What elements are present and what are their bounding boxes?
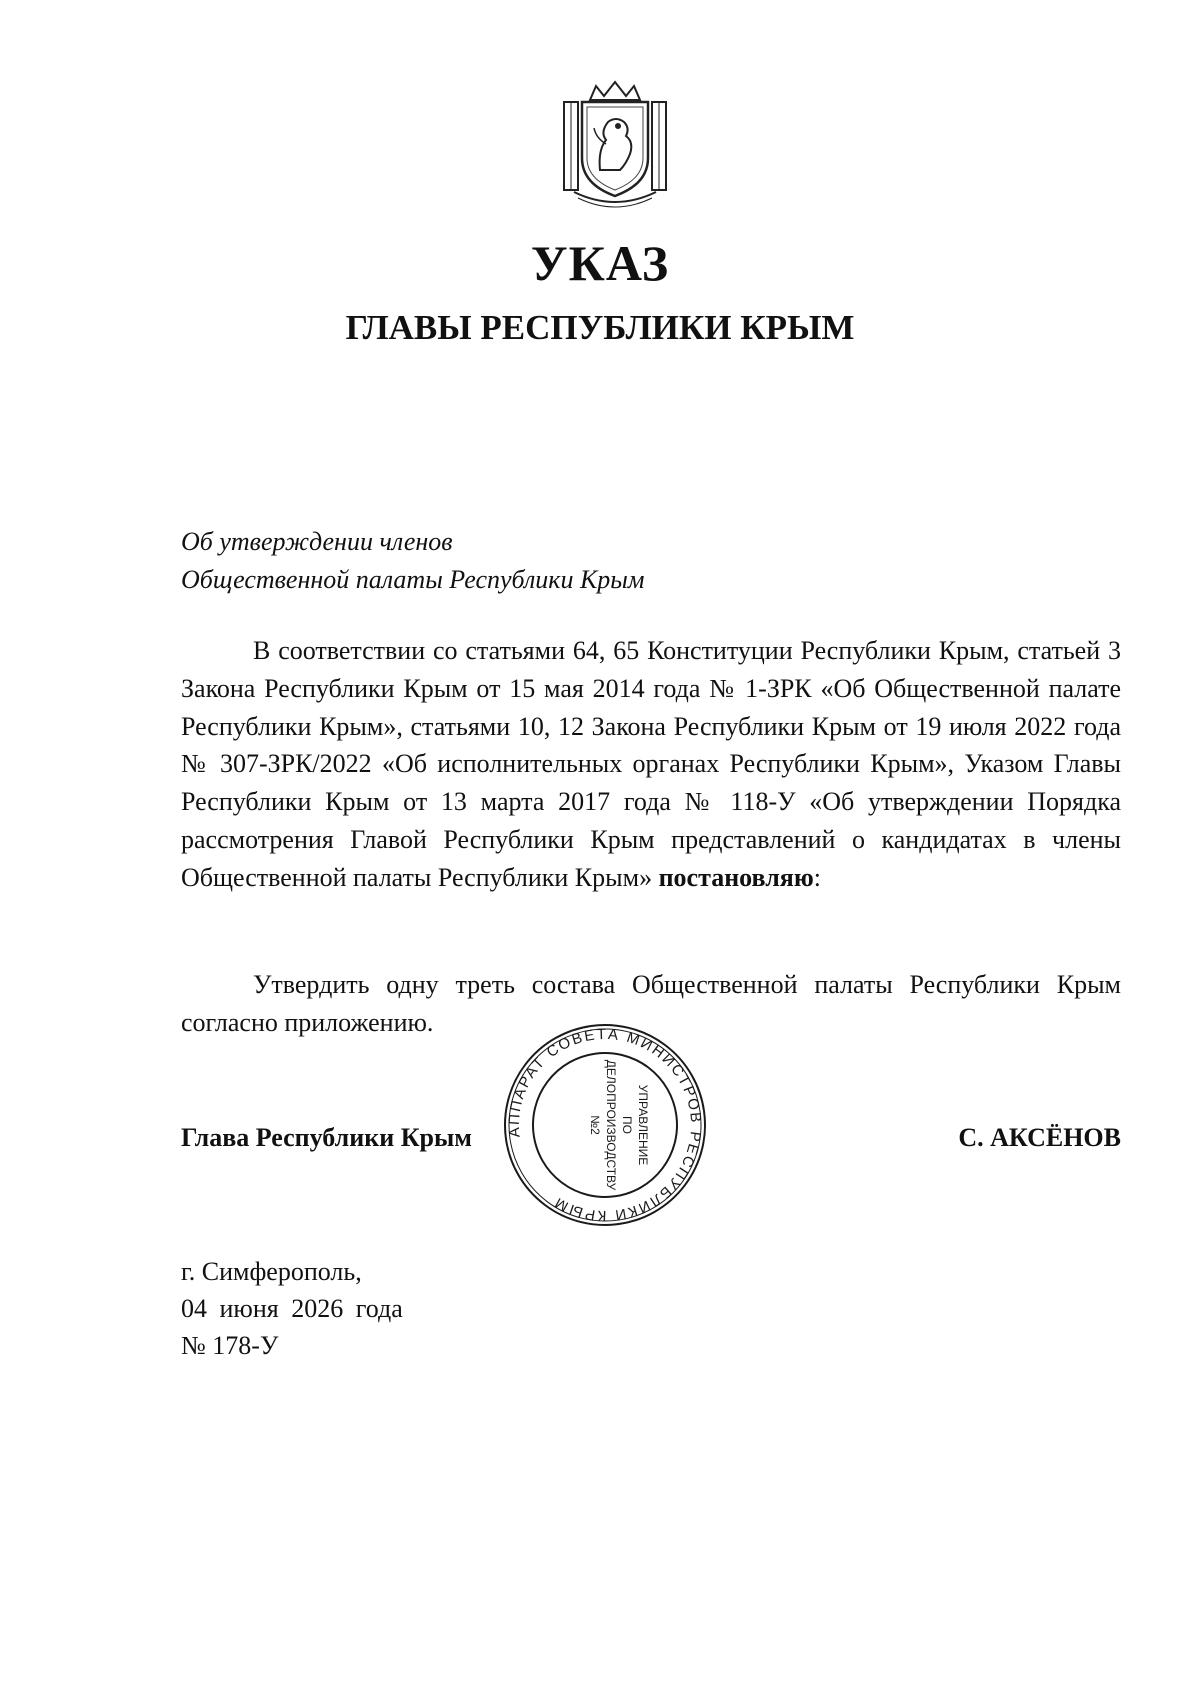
decree-clause: Утвердить одну треть состава Общественной палаты Республики Крым согласно приложению. [181, 970, 1121, 1037]
decree-date: 04 июня 2026 года [181, 1294, 403, 1323]
stamp-inner-line-3: ДЕЛОПРОИЗВОДСТВУ [604, 1059, 618, 1191]
preamble-text: В соответствии со статьями 64, 65 Конституции Республики Крым, статьей 3 Закона Республики Крым от 15 мая 2014 года № 1-ЗРК «Об Общественной палате Республики Крым», статьями 10, 12 Закона Республики Крым от 19 июля 2022 года № 307-ЗРК/2022 «Об исполнительных органах Республики Крым», Указом Главы Республики Крым от 13 марта 2017 года № 118-У «Об утверждении Порядка рассмотрения Главой Республики Крым представлений о кандидатах в члены Общественной палаты Республики Крым» [181, 636, 1121, 892]
office-stamp [500, 1020, 710, 1230]
preamble-end: : [813, 862, 821, 892]
preamble-paragraph [181, 632, 1121, 897]
place-and-date [181, 1253, 403, 1364]
decree-subject [181, 523, 644, 599]
subject-line-2: Общественной палаты Республики Крым [181, 565, 645, 594]
signatory-position: Глава Республики Крым [181, 1123, 473, 1152]
document-subtitle: ГЛАВЫ РЕСПУБЛИКИ КРЫМ [345, 308, 855, 347]
decree-number: № 178-У [181, 1331, 279, 1360]
resolve-word: постановляю [658, 862, 814, 892]
stamp-inner-line-1: УПРАВЛЕНИЕ [636, 1084, 650, 1166]
crimea-coat-of-arms-icon [560, 80, 670, 210]
stamp-outer-text: АППАРАТ СОВЕТА МИНИСТРОВ РЕСПУБЛИКИ КРЫМ [505, 1025, 705, 1225]
stamp-inner-line-4: №2 [588, 1115, 602, 1135]
document-title: УКАЗ [530, 235, 670, 291]
city: г. Симферополь, [181, 1257, 362, 1286]
subject-line-1: Об утверждении членов [181, 527, 453, 556]
stamp-inner-line-2: ПО [620, 1116, 634, 1134]
signatory-name: С. АКСЁНОВ [958, 1123, 1121, 1152]
